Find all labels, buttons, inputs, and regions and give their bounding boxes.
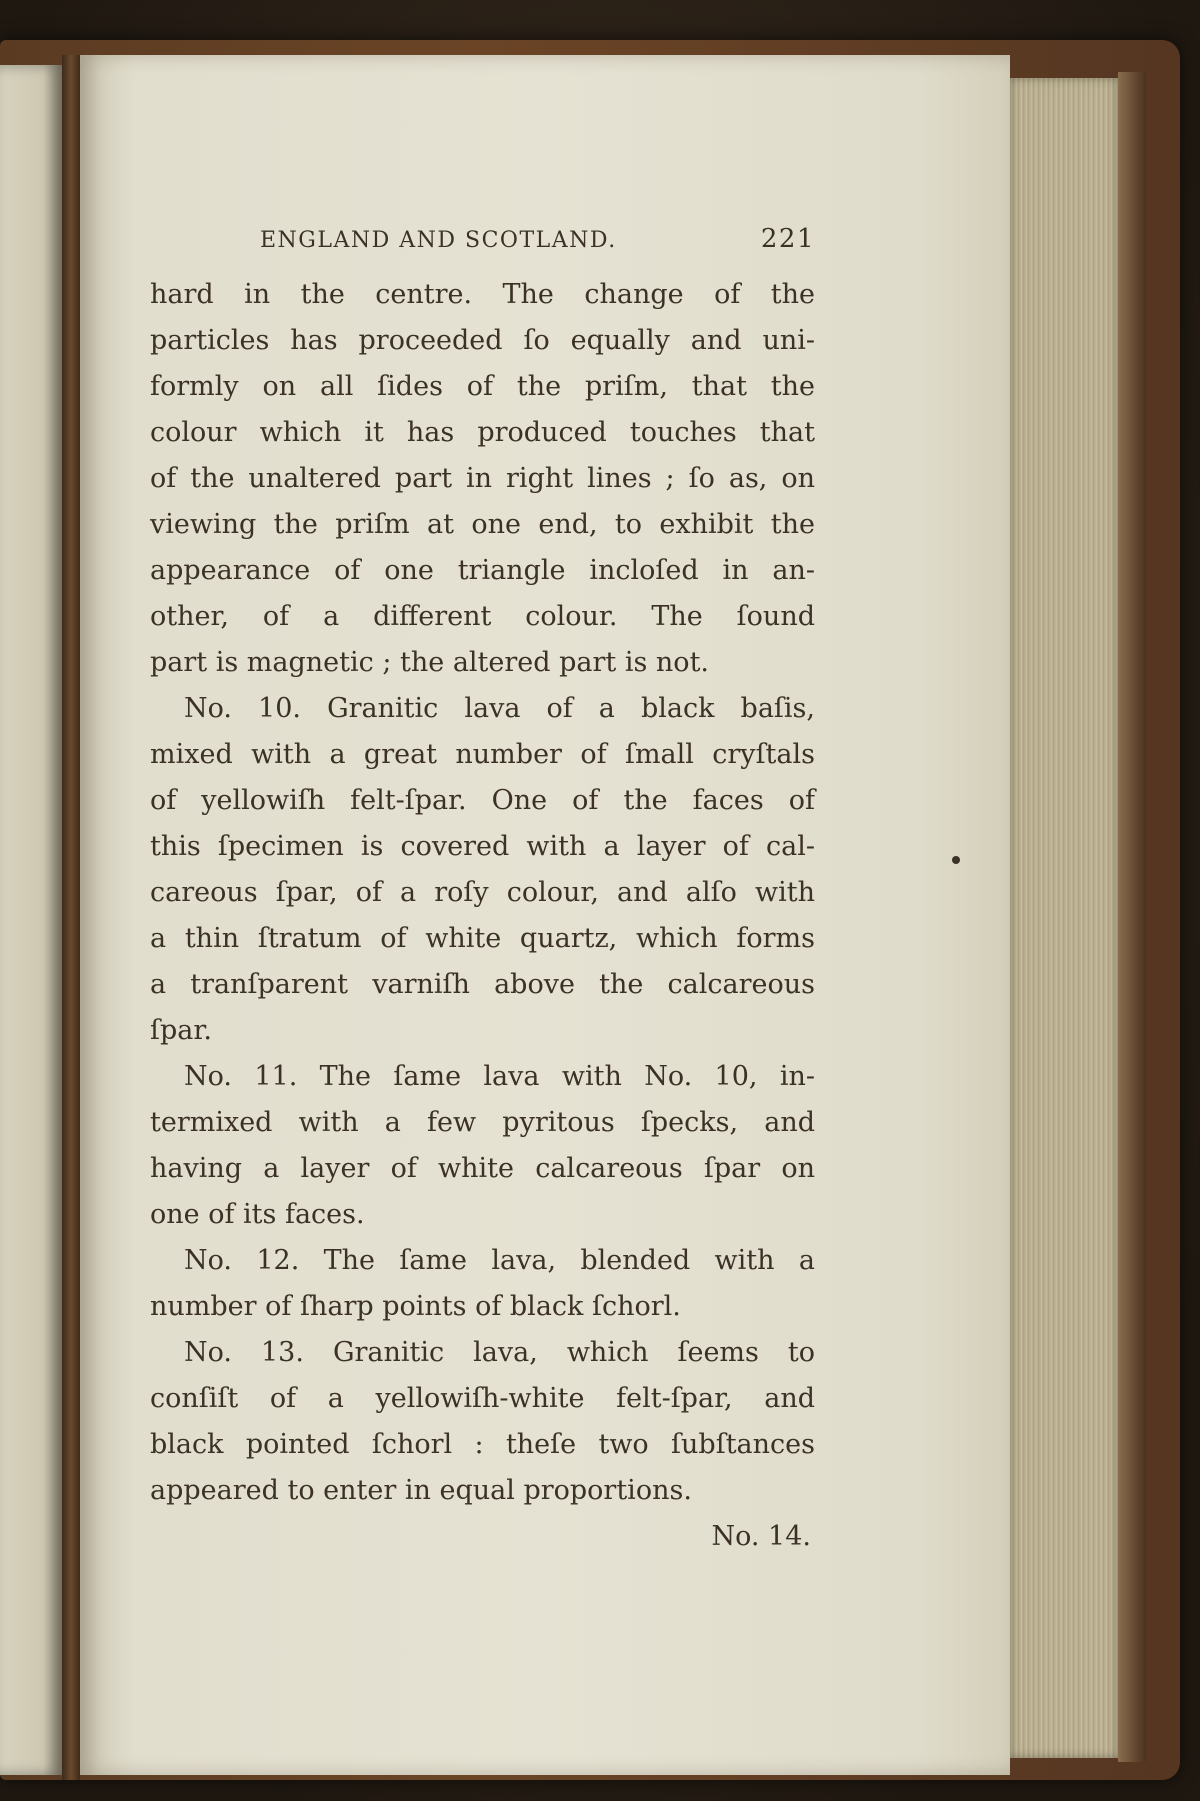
page-edges (1010, 78, 1118, 1758)
text-line: other, of a different colour. The ſound (150, 601, 815, 632)
text-line: conſiſt of a yellowiſh-white felt-ſpar, and (150, 1383, 815, 1414)
catchword: No. 14. (711, 1521, 811, 1552)
text-line: number of ſharp points of black ſchorl. (150, 1291, 681, 1322)
text-line: No. 13. Granitic lava, which ſeems to (184, 1337, 815, 1368)
text-line: one of its faces. (150, 1199, 365, 1230)
text-line: ſpar. (150, 1015, 212, 1046)
text-line: careous ſpar, of a roſy colour, and alſo with (150, 877, 815, 908)
text-line: formly on all ſides of the priſm, that the (150, 371, 815, 402)
text-line: having a layer of white calcareous ſpar on (150, 1153, 815, 1184)
text-line: particles has proceeded ſo equally and uni- (150, 325, 815, 356)
text-line: viewing the priſm at one end, to exhibit the (150, 509, 815, 540)
ink-spot (952, 856, 960, 864)
text-line: appeared to enter in equal proportions. (150, 1475, 692, 1506)
text-line: appearance of one triangle incloſed in an- (150, 555, 815, 586)
running-head: ENGLAND AND SCOTLAND. (260, 228, 617, 253)
text-line: No. 10. Granitic lava of a black baſis, (184, 693, 815, 724)
text-line: a thin ſtratum of white quartz, which forms (150, 923, 815, 954)
text-line: this ſpecimen is covered with a layer of cal- (150, 831, 815, 862)
text-line: black pointed ſchorl : theſe two ſubſtances (150, 1429, 815, 1460)
cover-edge (1118, 72, 1146, 1762)
book-gutter (62, 55, 80, 1780)
text-line: hard in the centre. The change of the (150, 279, 815, 310)
page-number: 221 (760, 224, 815, 254)
text-line: mixed with a great number of ſmall cryſtals (150, 739, 815, 770)
text-line: of yellowiſh felt-ſpar. One of the faces of (150, 785, 815, 816)
text-line: a tranſparent varniſh above the calcareous (150, 969, 815, 1000)
page-header (150, 220, 815, 272)
text-line: of the unaltered part in right lines ; ſo as, on (150, 463, 815, 494)
left-page-edge (0, 65, 62, 1775)
text-line: No. 12. The ſame lava, blended with a (184, 1245, 815, 1276)
text-line: termixed with a few pyritous ſpecks, and (150, 1107, 815, 1138)
text-line: part is magnetic ; the altered part is not. (150, 647, 709, 678)
page-text (150, 220, 815, 1560)
text-line: colour which it has produced touches that (150, 417, 815, 448)
text-line: No. 11. The ſame lava with No. 10, in- (184, 1061, 815, 1092)
